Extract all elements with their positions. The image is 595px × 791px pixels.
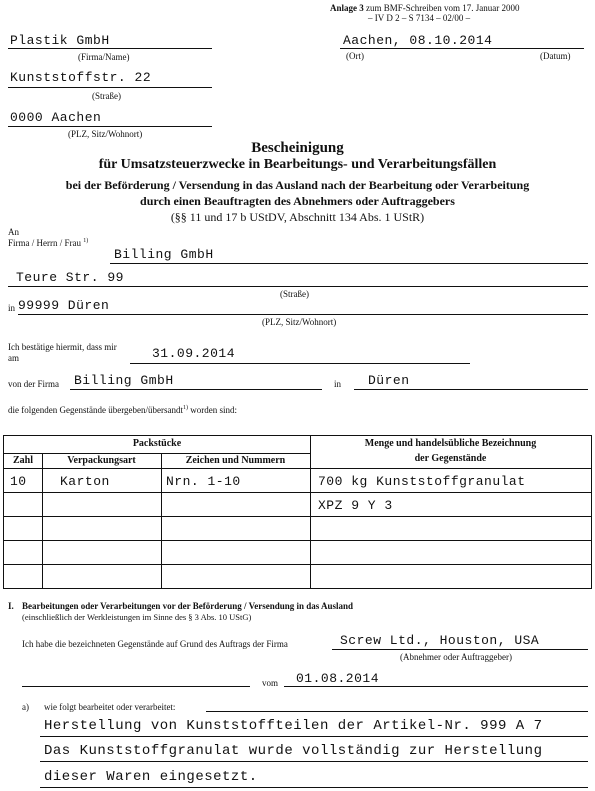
table-col-zahl: Zahl [12,455,33,466]
recipient-firm-label [8,238,88,248]
sender-street-line [8,87,212,88]
annex-number: Anlage 3 [330,3,364,13]
recipient-name-line [110,263,588,264]
section1-client-line [332,649,588,650]
table-group-header: Packstücke [132,438,182,449]
confirm-firm-line [70,389,322,390]
section1-vom-value[interactable]: 01.08.2014 [296,671,380,686]
sender-firm-line [8,48,212,49]
section1-process-line-3[interactable]: dieser Waren eingesetzt. [44,769,258,785]
confirm-city-value[interactable]: Düren [368,373,410,388]
confirm-text: Ich bestätige hiermit, dass mir [8,342,117,352]
table-vline-2 [161,453,162,588]
doc-subtitle-1: für Umsatzsteuerzwecke in Bearbeitungs- und Verarbeitungsfällen [98,157,497,172]
recipient-street-value[interactable]: Teure Str. 99 [16,270,124,285]
section1-vom-line [284,686,588,687]
table-col-menge-1: Menge und handelsübliche Bezeichnung [364,438,537,449]
confirm-firm-label: von der Firma [8,379,59,389]
section1-a-label: a) [22,702,29,712]
confirm-city-line [354,389,588,390]
doc-subtitle-3: durch einen Beauftragten des Abnehmers oder Auftraggebers [140,194,455,208]
table-hline-group [4,453,310,454]
doc-title: Bescheinigung [251,140,344,156]
table-row1-zeichen[interactable]: Nrn. 1-10 [166,474,241,489]
confirm-goods-footnote: 1) [183,405,189,411]
section1-number: I. [8,601,14,611]
section1-a-text: wie folgt bearbeitet oder verarbeitet: [44,702,176,712]
table-row1-art[interactable]: Karton [60,474,110,489]
section1-extra-line [22,686,250,687]
recipient-name-value[interactable]: Billing GmbH [114,247,214,262]
table-hline-row2 [4,516,591,517]
sender-city-value[interactable]: 0000 Aachen [10,110,102,125]
sender-firm-label: (Firma/Name) [78,52,130,62]
table-hline-row3 [4,540,591,541]
section1-process-rule-3 [40,787,588,788]
recipient-city-label: (PLZ, Sitz/Wohnort) [262,317,337,327]
section1-process-rule-2 [40,761,588,762]
annex-reference: – IV D 2 – S 7134 – 02/00 – [368,13,471,23]
confirm-date-line [130,363,470,364]
confirm-goods-text [8,405,237,415]
section1-process-line-2[interactable]: Das Kunststoffgranulat wurde vollständig zur Herstellung [44,743,543,759]
place-date-value[interactable]: Aachen, 08.10.2014 [343,33,493,48]
section1-process-line-1[interactable]: Herstellung von Kunststoffteilen der Artikel-Nr. 999 A 7 [44,718,543,734]
recipient-street-label: (Straße) [280,289,309,299]
doc-legal-reference: (§§ 11 und 17 b UStDV, Abschnitt 134 Abs. 1 UStR) [170,210,425,224]
annex-text: zum BMF-Schreiben vom 17. Januar 2000 [363,3,520,13]
sender-city-label: (PLZ, Sitz/Wohnort) [68,129,143,139]
section1-client-value[interactable]: Screw Ltd., Houston, USA [340,633,540,648]
table-vline-1 [42,453,43,588]
recipient-an-label: An [8,227,19,237]
doc-subtitle-2: bei der Beförderung / Versendung in das Ausland nach der Bearbeitung oder Verarbeitung [65,178,530,192]
sender-city-line [8,126,212,127]
section1-order-text: Ich habe die bezeichneten Gegenstände auf Grund des Auftrags der Firma [22,639,288,649]
recipient-in-label: in [8,303,16,313]
place-date-line [340,48,584,49]
table-row2-menge[interactable]: XPZ 9 Y 3 [318,498,393,513]
confirm-in-label: in [334,379,342,389]
table-hline-row4 [4,564,591,565]
sender-street-label: (Straße) [92,91,121,101]
date-label: (Datum) [540,51,571,61]
confirm-firm-value[interactable]: Billing GmbH [74,373,174,388]
recipient-firm-label-text: Firma / Herrn / Frau [8,238,81,248]
table-col-menge-2: der Gegenstände [414,453,487,464]
goods-table [3,435,592,589]
sender-street-value[interactable]: Kunststoffstr. 22 [10,70,152,85]
confirm-goods-text-end: worden sind: [188,405,238,415]
section1-title: Bearbeitungen oder Verarbeitungen vor der Beförderung / Versendung in das Ausland [22,601,354,611]
section1-process-rule-1 [40,736,588,737]
annex-heading [330,3,519,13]
recipient-city-value[interactable]: 99999 Düren [18,298,110,313]
recipient-footnote: 1) [83,238,89,244]
place-label: (Ort) [346,51,364,61]
confirm-am-label: am [8,353,19,363]
table-hline-row1 [4,492,591,493]
section1-subtitle: (einschließlich der Werkleistungen im Sinne des § 3 Abs. 10 UStG) [22,612,252,622]
table-col-zeichen: Zeichen und Nummern [185,455,286,466]
sender-firm-value[interactable]: Plastik GmbH [10,33,110,48]
recipient-city-line [18,314,588,315]
table-row1-menge[interactable]: 700 kg Kunststoffgranulat [318,474,526,489]
table-row1-zahl[interactable]: 10 [10,474,27,489]
section1-vom-label: vom [262,678,279,688]
confirm-date-value[interactable]: 31.09.2014 [152,346,236,361]
section1-a-line [206,711,588,712]
table-col-art: Verpackungsart [67,455,136,466]
recipient-street-line [8,286,588,287]
table-hline-header [4,468,591,469]
confirm-goods-text-main: die folgenden Gegenstände übergeben/übersandt [8,405,184,415]
section1-client-label: (Abnehmer oder Auftraggeber) [400,652,512,662]
